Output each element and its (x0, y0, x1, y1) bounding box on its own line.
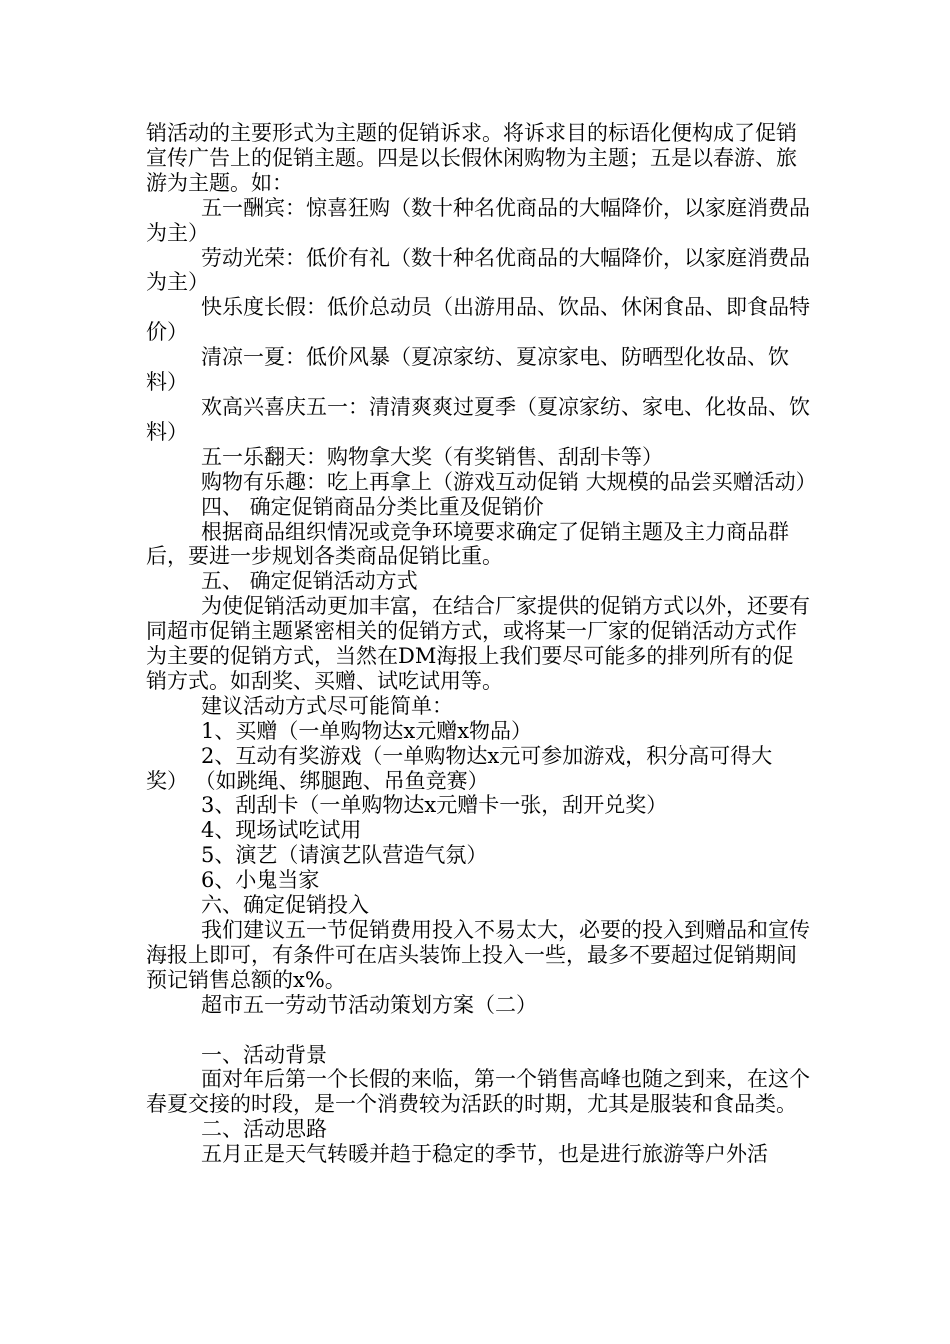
paragraph: 销活动的主要形式为主题的促销诉求。将诉求目的标语化便构成了促销宣传广告上的促销主题。四是以长假休闲购物为主题；五是以春游、旅游为主题。如： (146, 121, 797, 195)
list-item: 1、买赠（一单购物达x元赠x物品） (201, 718, 533, 743)
blank-line (146, 1018, 810, 1043)
paragraph: 购物有乐趣：吃上再拿上（游戏互动促销 大规模的品尝买赠活动） (201, 469, 817, 494)
paragraph: 快乐度长假：低价总动员（出游用品、饮品、休闲食品、即食品特价） (146, 295, 810, 345)
section-heading: 六、确定促销投入 (201, 893, 369, 918)
paragraph: 清凉一夏：低价风暴（夏凉家纺、夏凉家电、防晒型化妆品、饮料） (146, 345, 789, 395)
paragraph: 建议活动方式尽可能简单： (201, 693, 453, 718)
list-item: 5、演艺（请演艺队营造气氛） (201, 843, 488, 868)
paragraph: 欢高兴喜庆五一：清清爽爽过夏季（夏凉家纺、家电、化妆品、饮料） (146, 394, 810, 444)
paragraph: 五一乐翻天：购物拿大奖（有奖销售、刮刮卡等） (201, 444, 663, 469)
paragraph: 根据商品组织情况或竞争环境要求确定了促销主题及主力商品群后，要进一步规划各类商品促销比重。 (146, 519, 789, 569)
section-heading: 一、活动背景 (201, 1042, 327, 1067)
paragraph: 五一酬宾：惊喜狂购（数十种名优商品的大幅降价，以家庭消费品为主） (146, 195, 810, 245)
paragraph: 面对年后第一个长假的来临，第一个销售高峰也随之到来，在这个春夏交接的时段，是一个消费较为活跃的时期，尤其是服装和食品类。 (146, 1067, 810, 1117)
paragraph: 劳动光荣：低价有礼（数十种名优商品的大幅降价，以家庭消费品为主） (146, 245, 810, 295)
document-subtitle: 超市五一劳动节活动策划方案（二） (201, 992, 537, 1017)
paragraph: 为使促销活动更加丰富，在结合厂家提供的促销方式以外，还要有同超市促销主题紧密相关的促销方式，或将某一厂家的促销活动方式作为主要的促销方式，当然在DM海报上我们要尽可能多的排列所有的促销方式。如刮奖、买赠、试吃试用等。 (146, 594, 810, 693)
paragraph: 五月正是天气转暖并趋于稳定的季节，也是进行旅游等户外活 (201, 1142, 768, 1167)
document-body (146, 121, 817, 1167)
list-item: 4、现场试吃试用 (201, 818, 362, 843)
list-item: 2、互动有奖游戏（一单购物达x元可参加游戏，积分高可得大奖） （如跳绳、绑腿跑、吊鱼竞赛） (146, 743, 773, 793)
section-heading: 四、 确定促销商品分类比重及促销价 (201, 494, 544, 519)
paragraph: 我们建议五一节促销费用投入不易太大，必要的投入到赠品和宣传海报上即可，有条件可在店头装饰上投入一些，最多不要超过促销期间预记销售总额的x%。 (146, 918, 810, 992)
section-heading: 二、活动思路 (201, 1117, 327, 1142)
section-heading: 五、 确定促销活动方式 (201, 569, 418, 594)
list-item: 6、小鬼当家 (201, 868, 320, 893)
list-item: 3、刮刮卡（一单购物达x元赠卡一张，刮开兑奖） (201, 793, 668, 818)
